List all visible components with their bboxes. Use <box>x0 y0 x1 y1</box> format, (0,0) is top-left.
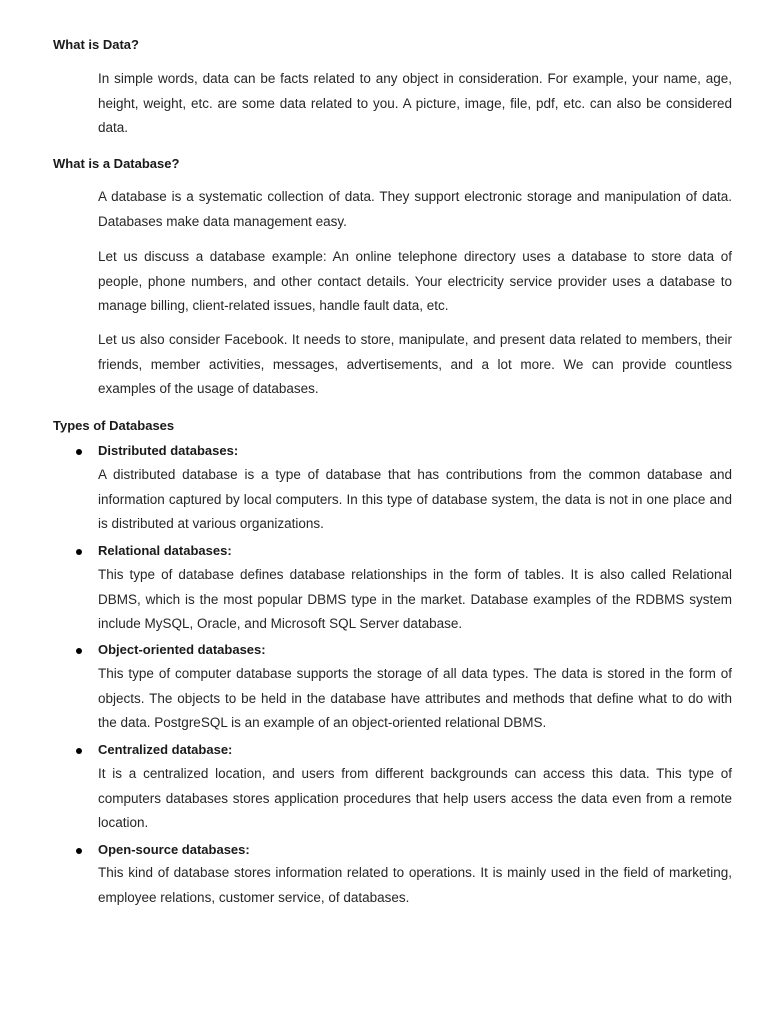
bullet-icon <box>76 848 82 854</box>
heading-types-of-databases: Types of Databases <box>53 418 175 433</box>
list-item-title: Centralized database: <box>98 742 233 757</box>
list-item <box>0 543 768 561</box>
paragraph-facebook-example: Let us also consider Facebook. It needs to store, manipulate, and present data related to members, their friends, member activities, messages, advertisements, and a lot more. We can provide countless examples of the usage of databases. <box>98 332 732 396</box>
heading-what-is-database: What is a Database? <box>53 156 180 171</box>
list-item-text: It is a centralized location, and users from different backgrounds can access this data. This type of computers databases stores application procedures that help users access the data even from a remote location. <box>98 766 732 830</box>
list-item-title: Distributed databases: <box>98 443 239 458</box>
list-item <box>0 742 768 760</box>
list-item-text: This kind of database stores information related to operations. It is mainly used in the field of marketing, employee relations, customer service, of databases. <box>98 865 732 905</box>
paragraph-database-example: Let us discuss a database example: An online telephone directory uses a database to store data of people, phone numbers, and other contact details. Your electricity service provider uses a database to manage billing, client-related issues, handle fault data, etc. <box>98 249 732 313</box>
bullet-icon <box>76 748 82 754</box>
list-item-title: Object-oriented databases: <box>98 642 266 657</box>
list-item-title: Open-source databases: <box>98 842 250 857</box>
heading-what-is-data: What is Data? <box>53 37 139 52</box>
list-item-text: A distributed database is a type of database that has contributions from the common database and information captured by local computers. In this type of database system, the data is not in one place and is distributed at various organizations. <box>98 467 732 531</box>
bullet-icon <box>76 449 82 455</box>
bullet-icon <box>76 648 82 654</box>
paragraph-data-definition: In simple words, data can be facts related to any object in consideration. For example, your name, age, height, weight, etc. are some data related to you. A picture, image, file, pdf, etc. can also be considered data. <box>98 71 732 135</box>
bullet-icon <box>76 549 82 555</box>
list-item-title: Relational databases: <box>98 543 232 558</box>
paragraph-database-definition: A database is a systematic collection of data. They support electronic storage and manipulation of data. Databases make data management easy. <box>98 189 732 229</box>
list-item-text: This type of computer database supports the storage of all data types. The data is stored in the form of objects. The objects to be held in the database have attributes and methods that define what to do with the data. PostgreSQL is an example of an object-oriented relational DBMS. <box>98 666 732 730</box>
list-item <box>0 842 768 860</box>
list-item <box>0 443 768 461</box>
list-item <box>0 642 768 660</box>
list-item-text: This type of database defines database relationships in the form of tables. It is also called Relational DBMS, which is the most popular DBMS type in the market. Database examples of the RDBMS system include MySQL, Oracle, and Microsoft SQL Server database. <box>98 567 732 631</box>
